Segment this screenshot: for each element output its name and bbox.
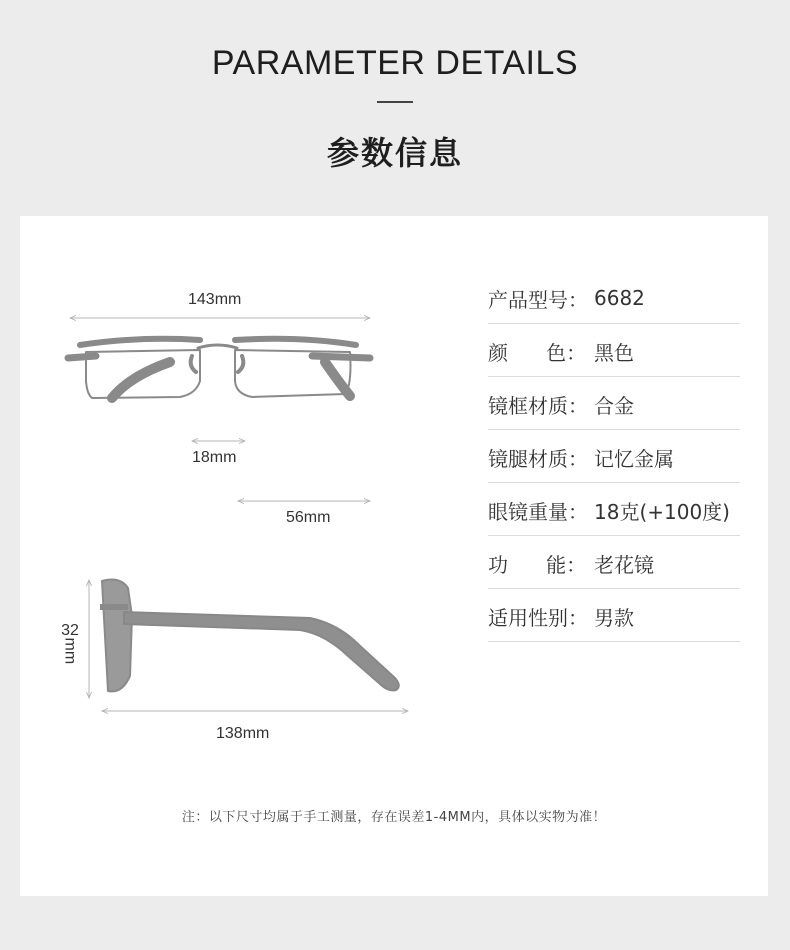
spec-value: 记忆金属 <box>594 446 674 471</box>
title-divider <box>377 101 413 103</box>
spec-row-function <box>488 536 740 589</box>
page-title-cn: 参数信息 <box>326 134 463 172</box>
measurement-note: 注：以下尺寸均属于手工测量，存在误差1-4MM内，具体以实物为准！ <box>181 810 607 825</box>
spec-list <box>488 271 740 642</box>
spec-key: 镜框材质： <box>488 393 588 418</box>
spec-value: 合金 <box>594 393 634 418</box>
spec-key: 功 能： <box>488 552 587 577</box>
spec-row-color <box>488 324 740 377</box>
spec-key: 适用性别： <box>488 605 588 630</box>
temple-length-label: 138mm <box>216 725 270 742</box>
parameter-panel <box>20 216 768 896</box>
page-title-en: PARAMETER DETAILS <box>211 44 579 82</box>
spec-value: 黑色 <box>594 340 634 365</box>
spec-value: 18克(+100度) <box>594 499 730 524</box>
spec-value: 6682 <box>594 286 645 310</box>
spec-row-temple-material <box>488 430 740 483</box>
spec-key: 眼镜重量： <box>488 499 588 524</box>
lens-width-label: 56mm <box>286 509 331 526</box>
spec-row-gender <box>488 589 740 642</box>
lens-height-unit: mm <box>61 637 79 665</box>
spec-row-weight <box>488 483 740 536</box>
spec-value: 男款 <box>594 605 634 630</box>
spec-key: 产品型号： <box>488 287 588 312</box>
total-width-label: 143mm <box>188 291 242 308</box>
lens-height-number: 32 <box>61 622 79 639</box>
spec-value: 老花镜 <box>594 552 654 577</box>
spec-row-frame-material <box>488 377 740 430</box>
glasses-front-view-icon <box>68 339 370 398</box>
spec-key: 颜 色： <box>488 340 587 365</box>
bridge-width-label: 18mm <box>192 449 237 466</box>
glasses-diagram <box>20 216 460 776</box>
glasses-side-view-icon <box>100 580 399 692</box>
lens-height-label <box>58 622 82 665</box>
spec-row-model <box>488 271 740 324</box>
spec-key: 镜腿材质： <box>488 446 588 471</box>
